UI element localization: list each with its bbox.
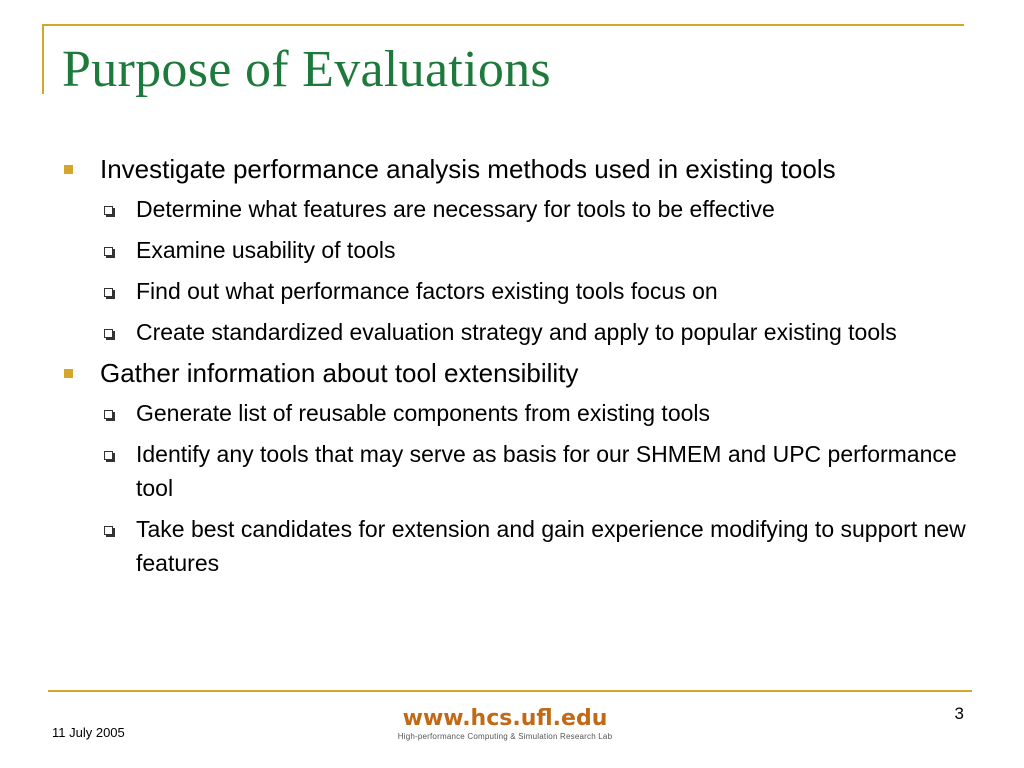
sub-bullet-text: Generate list of reusable components from existing tools [136, 400, 711, 426]
box-bullet-icon [104, 526, 113, 535]
sub-bullet-text: Examine usability of tools [136, 237, 396, 263]
box-bullet-icon [104, 247, 113, 256]
box-bullet-icon [104, 410, 113, 419]
square-bullet-icon [64, 165, 73, 174]
slide-title: Purpose of Evaluations [62, 41, 551, 98]
sub-bullet-item [60, 315, 980, 349]
sub-bullet-text: Determine what features are necessary for tools to be effective [136, 196, 775, 222]
box-bullet-icon [104, 329, 113, 338]
square-bullet-icon [64, 369, 73, 378]
sub-bullet-item [60, 396, 980, 430]
sub-bullet-item [60, 233, 980, 267]
box-bullet-icon [104, 288, 113, 297]
sub-bullet-item [60, 192, 980, 226]
page-number: 3 [954, 704, 964, 723]
box-bullet-icon [104, 206, 113, 215]
frame-top-rule [42, 24, 964, 26]
bullet-item [60, 356, 980, 390]
footer-date: 11 July 2005 [52, 725, 125, 740]
hcs-lab-logo [380, 706, 630, 742]
logo-url: www.hcs.ufl.edu [402, 706, 608, 731]
bullet-text: Investigate performance analysis methods used in existing tools [100, 154, 836, 184]
frame-left-rule [42, 24, 44, 94]
slide-body [60, 152, 980, 587]
sub-bullet-text: Find out what performance factors existing tools focus on [136, 278, 718, 304]
footer-rule [48, 690, 972, 692]
sub-bullet-text: Create standardized evaluation strategy and apply to popular existing tools [136, 319, 897, 345]
bullet-item [60, 152, 980, 186]
sub-bullet-item [60, 437, 980, 505]
logo-subtitle: High-performance Computing & Simulation Research Lab [397, 732, 613, 741]
sub-bullet-text: Take best candidates for extension and gain experience modifying to support new features [136, 516, 966, 576]
sub-bullet-item [60, 512, 980, 580]
sub-bullet-item [60, 274, 980, 308]
box-bullet-icon [104, 451, 113, 460]
bullet-text: Gather information about tool extensibility [100, 358, 579, 388]
sub-bullet-text: Identify any tools that may serve as basis for our SHMEM and UPC performance tool [136, 441, 957, 501]
